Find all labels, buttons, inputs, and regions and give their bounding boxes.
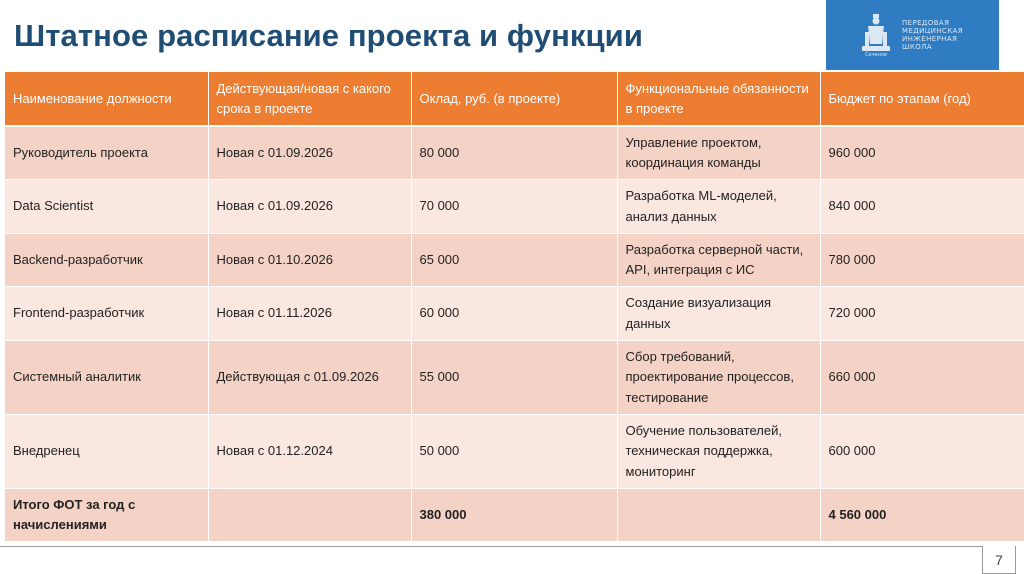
cell-duties: Управление проектом, координация команды <box>617 126 820 180</box>
cell-position: Backend-разработчик <box>5 234 208 287</box>
header-salary: Оклад, руб. (в проекте) <box>411 72 617 126</box>
table-row <box>5 234 1024 287</box>
header-position: Наименование должности <box>5 72 208 126</box>
cell-status: Новая с 01.10.2026 <box>208 234 411 287</box>
cell-duties: Разработка ML-моделей, анализ данных <box>617 180 820 234</box>
cell-budget: 660 000 <box>820 341 1024 415</box>
footer-divider <box>0 546 990 547</box>
logo-text <box>902 19 963 51</box>
logo-line: ШКОЛА <box>902 43 933 51</box>
cell-position: Внедренец <box>5 415 208 489</box>
table-total-row <box>5 489 1024 542</box>
cell-position: Системный аналитик <box>5 341 208 415</box>
cell-duties: Сбор требований, проектирование процессов, тестирование <box>617 341 820 415</box>
school-emblem-icon <box>856 10 896 60</box>
cell-budget: 780 000 <box>820 234 1024 287</box>
cell-salary: 60 000 <box>411 287 617 341</box>
total-empty <box>617 489 820 542</box>
total-empty <box>208 489 411 542</box>
page-number: 7 <box>982 546 1016 574</box>
cell-salary: 65 000 <box>411 234 617 287</box>
cell-budget: 720 000 <box>820 287 1024 341</box>
logo-line: ПЕРЕДОВАЯ <box>902 19 950 27</box>
staffing-table <box>5 72 1024 542</box>
header-status: Действующая/новая с какого срока в проекте <box>208 72 411 126</box>
cell-position: Data Scientist <box>5 180 208 234</box>
table-row <box>5 180 1024 234</box>
total-budget: 4 560 000 <box>820 489 1024 542</box>
total-salary: 380 000 <box>411 489 617 542</box>
school-logo <box>826 0 999 70</box>
cell-budget: 600 000 <box>820 415 1024 489</box>
cell-salary: 80 000 <box>411 126 617 180</box>
table-header-row <box>5 72 1024 126</box>
cell-position: Руководитель проекта <box>5 126 208 180</box>
cell-duties: Создание визуализация данных <box>617 287 820 341</box>
total-label: Итого ФОТ за год с начислениями <box>5 489 208 542</box>
cell-status: Новая с 01.12.2024 <box>208 415 411 489</box>
cell-status: Новая с 01.11.2026 <box>208 287 411 341</box>
table-row <box>5 341 1024 415</box>
table-row <box>5 287 1024 341</box>
cell-salary: 70 000 <box>411 180 617 234</box>
cell-status: Новая с 01.09.2026 <box>208 180 411 234</box>
cell-status: Действующая с 01.09.2026 <box>208 341 411 415</box>
cell-budget: 840 000 <box>820 180 1024 234</box>
cell-salary: 55 000 <box>411 341 617 415</box>
logo-line: МЕДИЦИНСКАЯ <box>902 27 964 35</box>
cell-status: Новая с 01.09.2026 <box>208 126 411 180</box>
header-duties: Функциональные обязанности в проекте <box>617 72 820 126</box>
cell-budget: 960 000 <box>820 126 1024 180</box>
logo-line: ИНЖЕНЕРНАЯ <box>902 35 958 43</box>
header-budget: Бюджет по этапам (год) <box>820 72 1024 126</box>
slide-title: Штатное расписание проекта и функции <box>14 18 643 53</box>
table-row <box>5 415 1024 489</box>
table-row <box>5 126 1024 180</box>
cell-duties: Обучение пользователей, техническая поддержка, мониторинг <box>617 415 820 489</box>
cell-position: Frontend-разработчик <box>5 287 208 341</box>
cell-duties: Разработка серверной части, API, интеграция с ИС <box>617 234 820 287</box>
emblem-text: Сеченов <box>865 52 887 58</box>
cell-salary: 50 000 <box>411 415 617 489</box>
